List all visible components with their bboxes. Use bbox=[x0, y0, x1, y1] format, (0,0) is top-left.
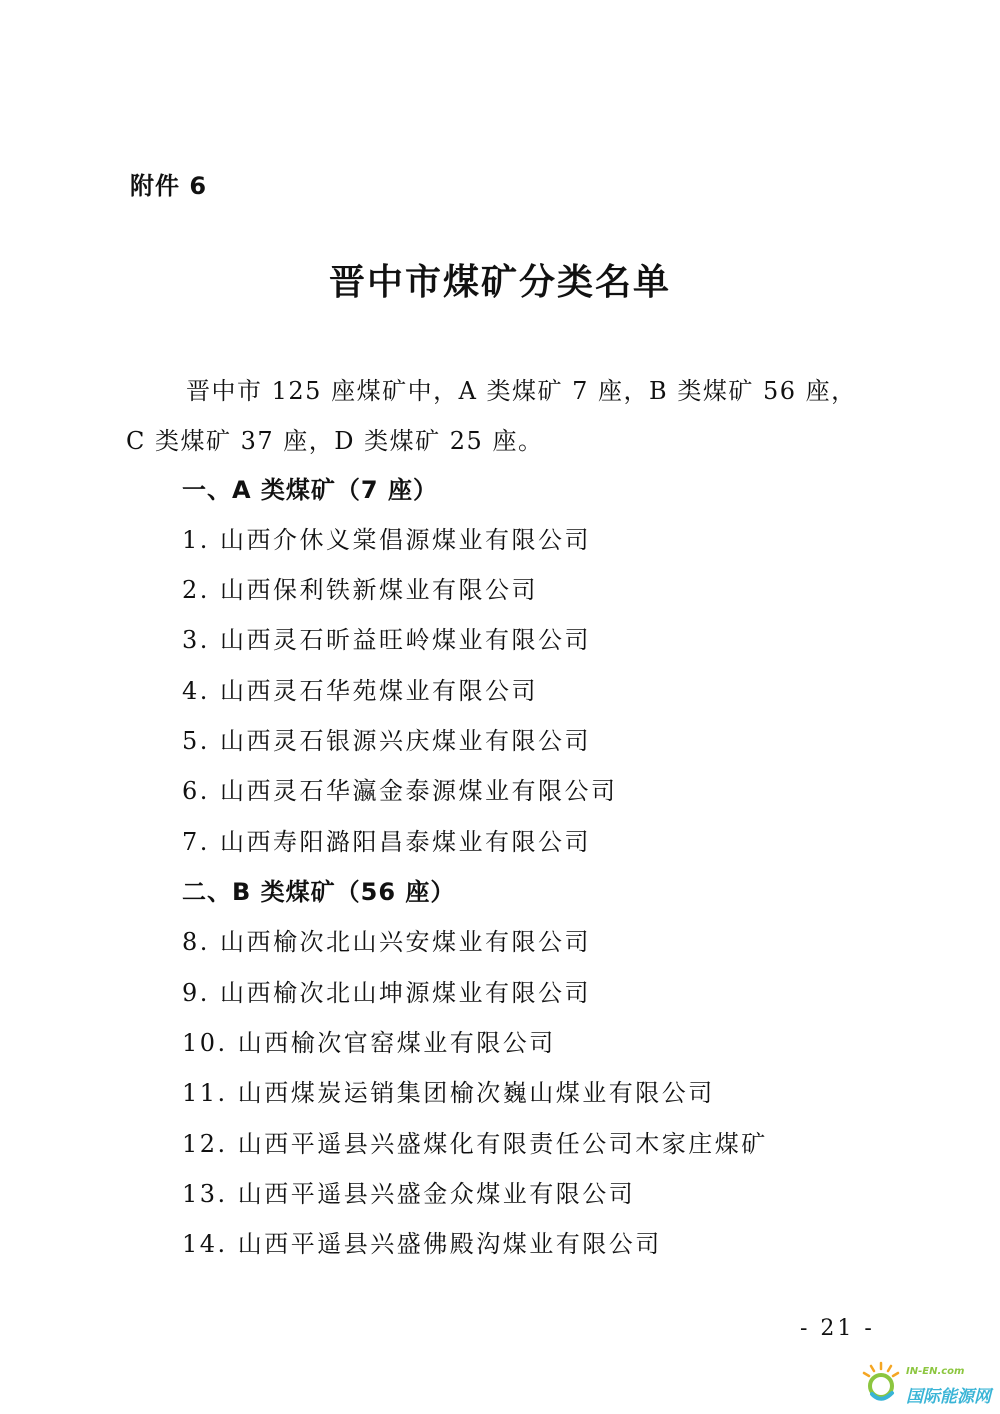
watermark-top-text: IN-EN.com bbox=[906, 1366, 965, 1377]
list-item: 12. 山西平遥县兴盛煤化有限责任公司木家庄煤矿 bbox=[182, 1130, 768, 1158]
annex-label: 附件 6 bbox=[130, 172, 208, 200]
list-item: 5. 山西灵石银源兴庆煤业有限公司 bbox=[182, 727, 592, 755]
list-item: 8. 山西榆次北山兴安煤业有限公司 bbox=[182, 928, 592, 956]
list-item: 1. 山西介休义棠倡源煤业有限公司 bbox=[182, 526, 592, 554]
section-heading-a: 一、A 类煤矿（7 座） bbox=[182, 476, 438, 504]
list-item: 14. 山西平遥县兴盛佛殿沟煤业有限公司 bbox=[182, 1230, 662, 1258]
document-title: 晋中市煤矿分类名单 bbox=[328, 261, 671, 303]
watermark-logo bbox=[858, 1360, 998, 1408]
list-item: 11. 山西煤炭运销集团榆次巍山煤业有限公司 bbox=[182, 1079, 715, 1107]
sun-logo-icon bbox=[858, 1360, 904, 1406]
list-item: 3. 山西灵石昕益旺岭煤业有限公司 bbox=[182, 626, 592, 654]
intro-paragraph: 晋中市 125 座煤矿中，A 类煤矿 7 座，B 类煤矿 56 座，C 类煤矿 37 座，D 类煤矿 25 座。 bbox=[126, 377, 857, 455]
list-item: 6. 山西灵石华瀛金泰源煤业有限公司 bbox=[182, 777, 618, 805]
list-item: 2. 山西保利铁新煤业有限公司 bbox=[182, 576, 539, 604]
list-item: 9. 山西榆次北山坤源煤业有限公司 bbox=[182, 979, 592, 1007]
list-item: 7. 山西寿阳潞阳昌泰煤业有限公司 bbox=[182, 828, 592, 856]
list-item: 4. 山西灵石华苑煤业有限公司 bbox=[182, 677, 539, 705]
list-item: 13. 山西平遥县兴盛金众煤业有限公司 bbox=[182, 1180, 636, 1208]
list-item: 10. 山西榆次官窑煤业有限公司 bbox=[182, 1029, 556, 1057]
watermark-bottom-text: 国际能源网 bbox=[906, 1387, 991, 1407]
section-heading-b: 二、B 类煤矿（56 座） bbox=[182, 878, 456, 906]
page-number: - 21 - bbox=[800, 1316, 875, 1341]
